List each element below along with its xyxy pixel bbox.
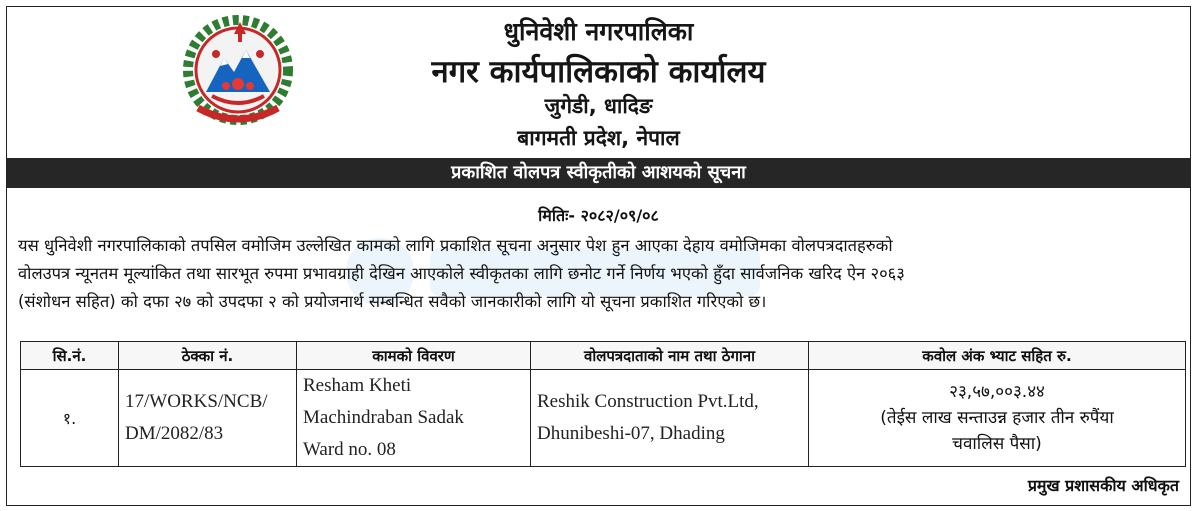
table-row <box>21 370 1186 467</box>
bidder-line: Dhunibeshi-07, Dhading <box>537 423 725 444</box>
municipality-name: धुनिवेशी नगरपालिका <box>503 17 694 46</box>
contract-line: 17/WORKS/NCB/ <box>125 391 268 412</box>
body-line: यस धुनिवेशी नगरपालिकाको तपसिल वमोजिम उल्लेखित कामको लागि प्रकाशित सूचना अनुसार पेश हुन आएका देहाय वमोजिमका वोलपत्रदातहरुको <box>18 236 893 255</box>
province-country: बागमती प्रदेश, नेपाल <box>517 126 680 150</box>
office-name: नगर कार्यपालिकाको कार्यालय <box>431 54 766 90</box>
work-line: Resham Kheti <box>303 375 412 396</box>
cell-sn: १. <box>21 370 119 467</box>
cell-amount <box>809 370 1186 467</box>
work-line: Ward no. 08 <box>303 439 396 460</box>
amount-words: (तेईस लाख सन्ताउन्न हजार तीन रुपैंया <box>880 408 1114 428</box>
col-header-sn: सि.नं. <box>21 342 119 370</box>
signatory-title: प्रमुख प्रशासकीय अधिकृत <box>1027 476 1179 495</box>
notice-title-banner: प्रकाशित वोलपत्र स्वीकृतीको आशयको सूचना <box>7 158 1190 188</box>
cell-contract <box>119 370 297 467</box>
col-header-contract: ठेक्का नं. <box>119 342 297 370</box>
col-header-work: कामको विवरण <box>297 342 531 370</box>
bid-table <box>20 341 1186 467</box>
office-address: जुगेडी, धादिङ <box>544 94 653 118</box>
cell-work <box>297 370 531 467</box>
col-header-bidder: वोलपत्रदाताको नाम तथा ठेगाना <box>531 342 809 370</box>
body-line: (संशोधन सहित) को दफा २७ को उपदफा २ को प्रयोजनार्थ सम्बन्धित सवैको जानकारीको लागि यो सूचना प्रकाशित गरिएको छ। <box>18 292 767 311</box>
amount-figure: २३,५७,००३.४४ <box>949 382 1045 402</box>
table-header-row <box>21 342 1186 370</box>
notice-body <box>18 232 1186 316</box>
notice-date: मितिः- २०८२/०९/०८ <box>538 206 659 225</box>
cell-bidder <box>531 370 809 467</box>
body-line: वोलउपत्र न्यूनतम मूल्यांकित तथा सारभूत रुपमा प्रभावग्राही देखिन आएकोले स्वीकृतका लागि छनोट गर्ने निर्णय भएको हुँदा सार्वजनिक खरिद ऐन २०६३ <box>18 264 905 283</box>
contract-line: DM/2082/83 <box>125 423 224 444</box>
bidder-line: Reshik Construction Pvt.Ltd, <box>537 391 759 412</box>
amount-words: चवालिस पैसा) <box>952 434 1042 454</box>
col-header-amount: कवोल अंक भ्याट सहित रु. <box>809 342 1186 370</box>
work-line: Machindraban Sadak <box>303 407 464 428</box>
